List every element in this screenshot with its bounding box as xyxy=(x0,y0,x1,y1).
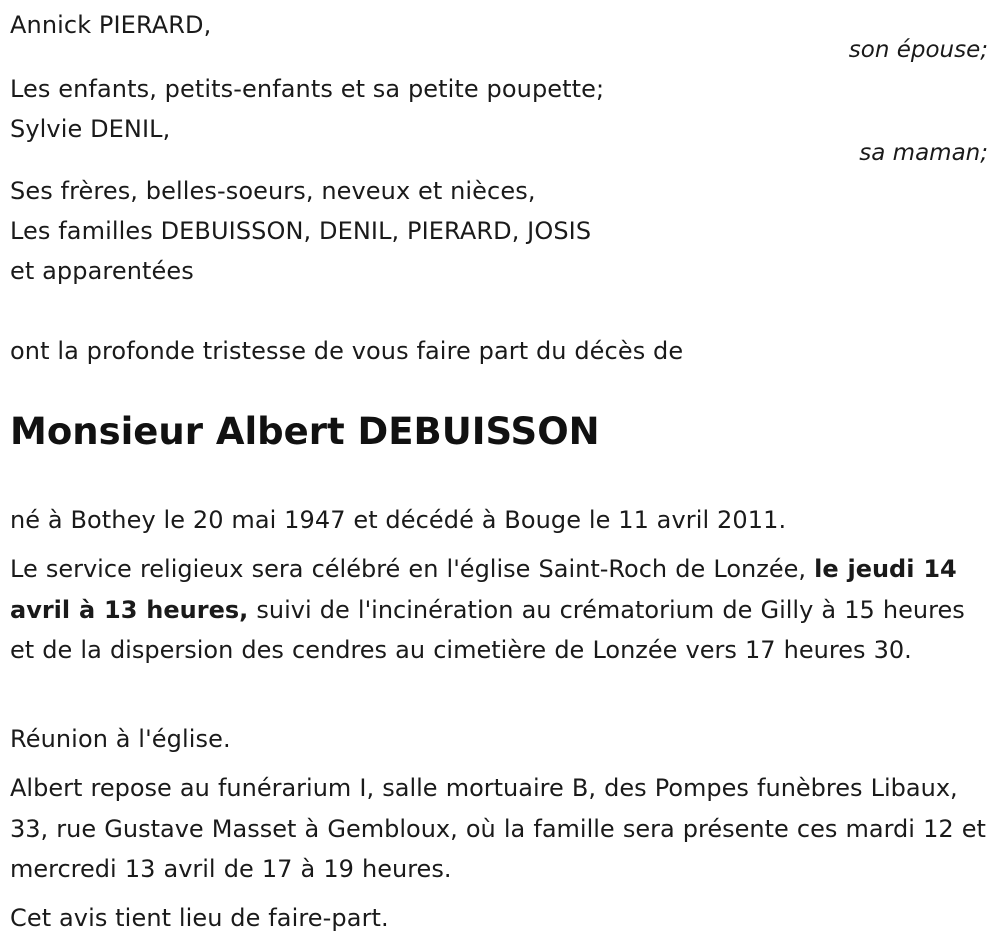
family-line-mother: Sylvie DENIL, xyxy=(10,115,171,143)
family-line-spouse: Annick PIERARD, xyxy=(10,11,212,39)
deceased-name: Monsieur Albert DEBUISSON xyxy=(10,410,600,453)
closing-text: Cet avis tient lieu de faire-part. xyxy=(10,904,389,932)
service-text-1: Le service religieux sera célébré en l'église Saint-Roch de Lonzée, xyxy=(10,555,815,583)
visitation-paragraph: Albert repose au funérarium I, salle mortuaire B, des Pompes funèbres Libaux, 33, rue Gustave Masset à Gembloux, où la famille sera présente ces mardi 12 et mercredi 13 avril de 17 à 19 heures. xyxy=(10,774,986,883)
announcement-text: ont la profonde tristesse de vous faire part du décès de xyxy=(10,337,684,365)
family-line-children: Les enfants, petits-enfants et sa petite poupette; xyxy=(10,75,605,103)
service-paragraph xyxy=(10,549,995,671)
birth-death-text: né à Bothey le 20 mai 1947 et décédé à Bouge le 11 avril 2011. xyxy=(10,506,787,534)
service-date-bold: le jeudi 14 avril à 13 heures, xyxy=(10,555,957,624)
family-line-relatives: et apparentées xyxy=(10,257,194,285)
service-text-2: suivi de l'incinération au crématorium de Gilly à 15 heures et de la dispersion des cendres au cimetière de Lonzée vers 17 heures 30. xyxy=(10,595,965,664)
family-line-siblings: Ses frères, belles-soeurs, neveux et nièces, xyxy=(10,177,536,205)
role-mother: sa maman; xyxy=(859,140,988,166)
family-line-families: Les familles DEBUISSON, DENIL, PIERARD, JOSIS xyxy=(10,217,592,245)
meeting-text: Réunion à l'église. xyxy=(10,725,231,753)
role-spouse: son épouse; xyxy=(848,37,988,63)
